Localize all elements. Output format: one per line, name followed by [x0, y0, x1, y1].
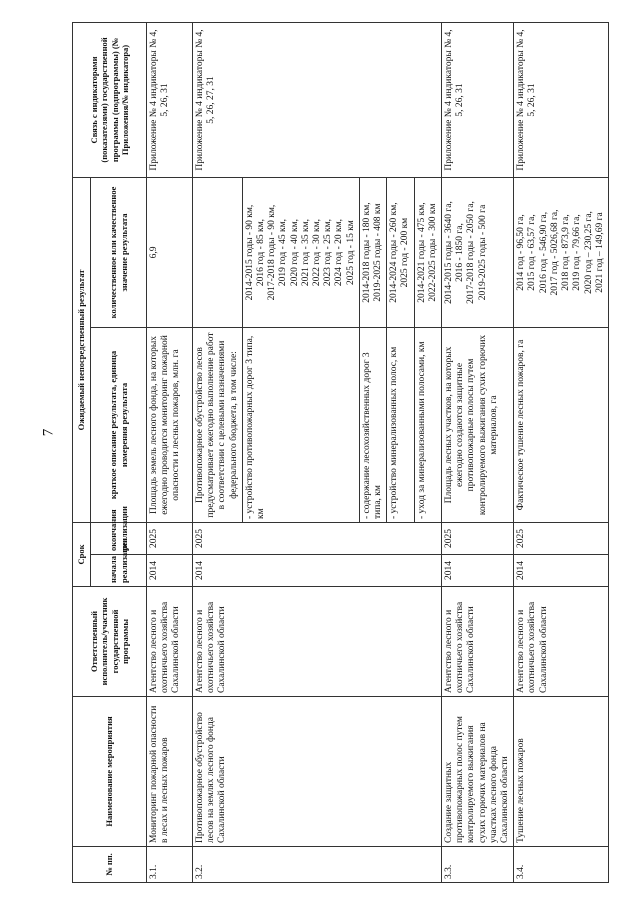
row-desc: Площадь земель лесного фонда, на которых ежегодно проводится мониторинг пожарной опасности и лесных пожаров, млн. га — [147, 327, 193, 522]
row-end: 2025 — [147, 522, 193, 554]
row-start: 2014 — [147, 555, 193, 587]
row-link: Приложение № 4 индикаторы № 4, 5, 26, 27, 31 — [193, 22, 442, 177]
row-start: 2014 — [442, 555, 514, 587]
row-values: 2014-2015 годы - 3640 га, 2016 - 1850 га, 2017-2018 годы - 2050 га, 2019-2025 годы - 500 га — [442, 177, 514, 327]
row-num: 3.3. — [442, 847, 514, 883]
row-end: 2025 — [514, 522, 609, 554]
row-start: 2014 — [193, 555, 442, 587]
sub-values: 2014-2021 годы - 475 км, 2022-2025 годы - 300 км — [416, 202, 438, 303]
header-name: Наименование мероприятия — [73, 697, 147, 847]
row-link: Приложение № 4 индикаторы № 4, 5, 26, 31 — [147, 22, 193, 177]
table-row — [442, 22, 514, 882]
row-num: 3.2. — [193, 847, 442, 883]
sub-desc: - устройство противопожарных дорог 3 типа, км — [242, 328, 359, 522]
row-link: Приложение № 4 индикаторы № 4, 5, 26, 31 — [442, 22, 514, 177]
row-resp: Агентство лесного и охотничьего хозяйства Сахалинской области — [442, 587, 514, 697]
table-row — [514, 22, 609, 882]
header-resp: Ответственный исполнитель/участник государственной программы — [73, 587, 147, 697]
row-name: Противопожарное обустройство лесов на землях лесного фонда Сахалинской области — [193, 697, 442, 847]
row-result-subtable — [193, 177, 442, 522]
row-value: 6,9 — [147, 177, 193, 327]
header-desc: краткое описание результата, единица измерения результата — [91, 327, 147, 522]
row-link: Приложение № 4 индикаторы № 4, 5, 26, 31 — [514, 22, 609, 177]
sub-desc: - уход за минерализованными полосами, км — [414, 328, 441, 522]
row-end: 2025 — [193, 522, 442, 554]
sub-values: 2014-2015 годы - 90 км, 2016 год - 85 км, 2017-2018 годы - 90 км, 2019 год - 45 км, 2020 год - 40 км, 2021 год - 35 км, 2022 год - 30 км, 2023 год - 25 км, 2024 год - 20 км, 2025 год - 15 км — [242, 178, 359, 328]
row-start: 2014 — [514, 555, 609, 587]
row-name: Тушение лесных пожаров — [514, 697, 609, 847]
rotated-page-content — [72, 23, 605, 883]
row-name: Создание защитных противопожарных полос путем контролируемого выжигания сухих горючих материалов на участках лесного фонда Сахалинской области — [442, 697, 514, 847]
row-desc: Фактическое тушение лесных пожаров, га — [514, 327, 609, 522]
sub-desc: - устройство минерализованных полос, км — [387, 328, 414, 522]
row-end: 2025 — [442, 522, 514, 554]
header-end: окончания реализации — [91, 522, 147, 554]
page-number: 7 — [40, 428, 57, 437]
header-value: количественное или качественное значение результата — [91, 177, 147, 327]
row-resp: Агентство лесного и охотничьего хозяйства Сахалинской области — [193, 587, 442, 697]
measures-table — [72, 22, 609, 883]
row-num: 3.4. — [514, 847, 609, 883]
row-desc: Противопожарное обустройство лесов предусматривает ежегодно выполнение работ в соответствии с целевыми назначениями федерального бюджета, в том числе: — [193, 328, 242, 522]
row-resp: Агентство лесного и охотничьего хозяйства Сахалинской области — [514, 587, 609, 697]
header-num: № пп. — [73, 847, 147, 883]
row-values: 2014 год - 96,50 га, 2015 год - 63,57 га, 2016 год - 546,90 га, 2017 год - 5026,68 га, 2018 год - 873,9 га, 2019 год - 79,66 га, 2020 год – 230,25 га, 2021 год – 149,69 га — [514, 177, 609, 327]
row-resp: Агентство лесного и охотничьего хозяйства Сахалинской области — [147, 587, 193, 697]
header-link: Связь с индикаторами (показателями) государственной программы (подпрограммы) (№ Приложения/№ индикатора) — [73, 22, 147, 177]
header-expected: Ожидаемый непосредственный результат — [73, 177, 91, 522]
sub-values: 2014-2018 годы - 180 км, 2019-2025 годы - 408 км — [359, 178, 386, 328]
row-num: 3.1. — [147, 847, 193, 883]
sub-values: 2014-2024 годы - 260 км, 2025 год - 200 км — [387, 178, 414, 328]
table-row — [193, 22, 442, 882]
row-name: Мониторинг пожарной опасности в лесах и лесных пожаров — [147, 697, 193, 847]
row-desc: Площадь лесных участков, на которых ежегодно создаются защитные противопожарные полосы путем контролируемого выжигания сухих горючих материалов, га — [442, 327, 514, 522]
header-term: Срок — [73, 522, 91, 586]
header-start: начала реализации — [91, 555, 147, 587]
sub-desc: - содержание лесохозяйственных дорог 3 типа, км — [359, 328, 386, 522]
table-row — [147, 22, 193, 882]
